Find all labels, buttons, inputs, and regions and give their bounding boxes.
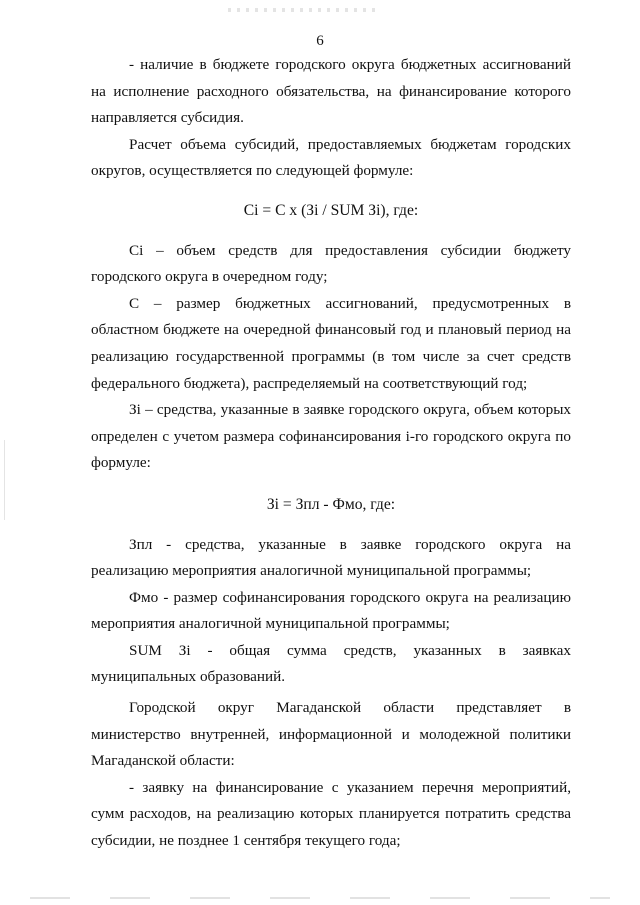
paragraph-sum-definition: SUM Зi - общая сумма средств, указанных в заявках муниципальных образований. bbox=[91, 641, 571, 686]
paragraph-c-definition: C – размер бюджетных ассигнований, предусмотренных в областном бюджете на очередной финансовый год и плановый период на реализацию государственной программы (в том числе за счет средств федерального бюджета), распределяемый на соответствующий год; bbox=[91, 294, 571, 392]
paragraph-zi-definition: Зi – средства, указанные в заявке городского округа, объем которых определен с учетом размера софинансирования i-го городского округа по формуле: bbox=[91, 401, 571, 472]
paragraph-submission: Городской округ Магаданской области представляет в министерство внутренней, информационной и молодежной политики Магаданской области: bbox=[91, 699, 571, 770]
scan-artifact-margin bbox=[4, 440, 5, 520]
paragraph-application-deadline: - заявку на финансирование с указанием перечня мероприятий, сумм расходов, на реализацию которых планируется потратить средства субсидии, не позднее 1 сентября текущего года; bbox=[91, 778, 571, 850]
paragraph-budget-availability: - наличие в бюджете городского округа бюджетных ассигнований на исполнение расходного обязательства, на финансирование которого направляется субсидия. bbox=[91, 56, 571, 127]
page-number: 6 bbox=[316, 33, 324, 49]
formula-subsidy: Ci = C x (Зi / SUM Зi), где: bbox=[243, 201, 419, 219]
paragraph-fmo-definition: Фмо - размер софинансирования городского округа на реализацию мероприятия аналогичной муниципальной программы; bbox=[91, 588, 571, 633]
paragraph-zpl-definition: Зпл - средства, указанные в заявке городского округа на реализацию мероприятия аналогичной муниципальной программы; bbox=[91, 535, 571, 580]
scan-artifact-bottom bbox=[30, 897, 610, 899]
paragraph-ci-definition: Ci – объем средств для предоставления субсидии бюджету городского округа в очередном году; bbox=[91, 241, 571, 286]
document-body bbox=[91, 52, 571, 855]
scan-artifact-top bbox=[228, 8, 378, 12]
formula-application: Зi = Зпл - Фмо, где: bbox=[266, 495, 396, 513]
paragraph-calculation-intro: Расчет объема субсидий, предоставляемых бюджетам городских округов, осуществляется по следующей формуле: bbox=[91, 135, 571, 180]
